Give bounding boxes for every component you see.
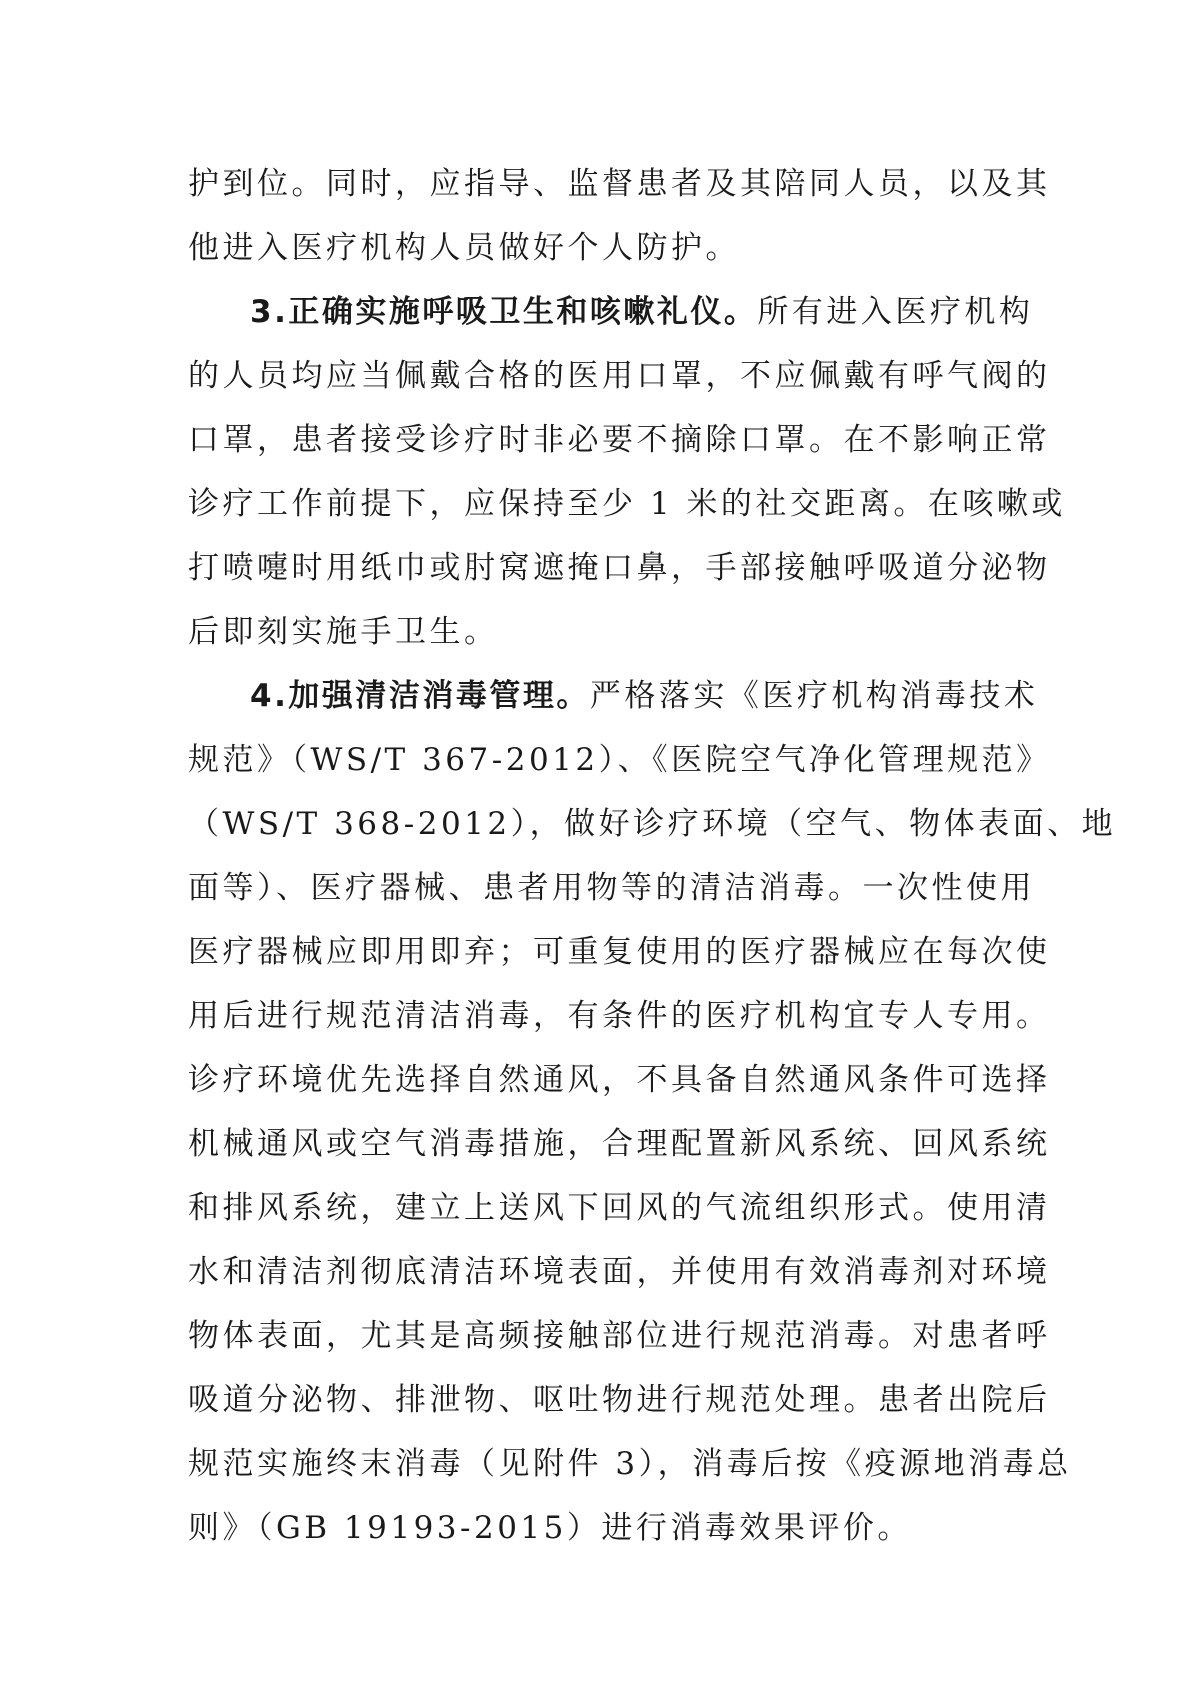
paragraph-first-line	[188, 280, 1034, 344]
paragraph-line: 则》（GB 19193-2015）进行消毒效果评价。	[188, 1510, 912, 1546]
paragraph-line: 的人员均应当佩戴合格的医用口罩，不应佩戴有呼气阀的	[188, 358, 1051, 394]
paragraph-first-line	[188, 664, 1039, 728]
section-heading-3: 3.正确实施呼吸卫生和咳嗽礼仪。	[250, 294, 758, 330]
paragraph-line: 护到位。同时，应指导、监督患者及其陪同人员，以及其	[188, 166, 1051, 202]
paragraph-line: 机械通风或空气消毒措施，合理配置新风系统、回风系统	[188, 1126, 1051, 1162]
paragraph-text: 所有进入医疗机构	[757, 294, 1034, 330]
paragraph-line: 物体表面，尤其是高频接触部位进行规范消毒。对患者呼	[188, 1318, 1051, 1354]
paragraph-line: 口罩，患者接受诊疗时非必要不摘除口罩。在不影响正常	[188, 422, 1051, 458]
paragraph-line: 他进入医疗机构人员做好个人防护。	[188, 230, 740, 266]
paragraph-line: （WS/T 368-2012），做好诊疗环境（空气、物体表面、地	[188, 806, 1117, 842]
paragraph-line: 打喷嚏时用纸巾或肘窝遮掩口鼻，手部接触呼吸道分泌物	[188, 550, 1051, 586]
paragraph-line: 水和清洁剂彻底清洁环境表面，并使用有效消毒剂对环境	[188, 1254, 1051, 1290]
paragraph-line: 规范》（WS/T 367-2012）、《医院空气净化管理规范》	[188, 742, 1051, 778]
paragraph-line: 规范实施终末消毒（见附件 3），消毒后按《疫源地消毒总	[188, 1446, 1072, 1482]
paragraph-line: 用后进行规范清洁消毒，有条件的医疗机构宜专人专用。	[188, 998, 1051, 1034]
paragraph-line: 医疗器械应即用即弃；可重复使用的医疗器械应在每次使	[188, 934, 1051, 970]
paragraph-line: 诊疗工作前提下，应保持至少 1 米的社交距离。在咳嗽或	[188, 486, 1066, 522]
document-body	[188, 152, 1117, 1560]
paragraph-line: 和排风系统，建立上送风下回风的气流组织形式。使用清	[188, 1190, 1051, 1226]
section-heading-4: 4.加强清洁消毒管理。	[250, 678, 590, 714]
paragraph-line: 面等）、医疗器械、患者用物等的清洁消毒。一次性使用	[188, 870, 1035, 906]
paragraph-line: 后即刻实施手卫生。	[188, 614, 499, 650]
paragraph-text: 严格落实《医疗机构消毒技术	[589, 678, 1039, 714]
paragraph-line: 诊疗环境优先选择自然通风，不具备自然通风条件可选择	[188, 1062, 1051, 1098]
paragraph-line: 吸道分泌物、排泄物、呕吐物进行规范处理。患者出院后	[188, 1382, 1051, 1418]
